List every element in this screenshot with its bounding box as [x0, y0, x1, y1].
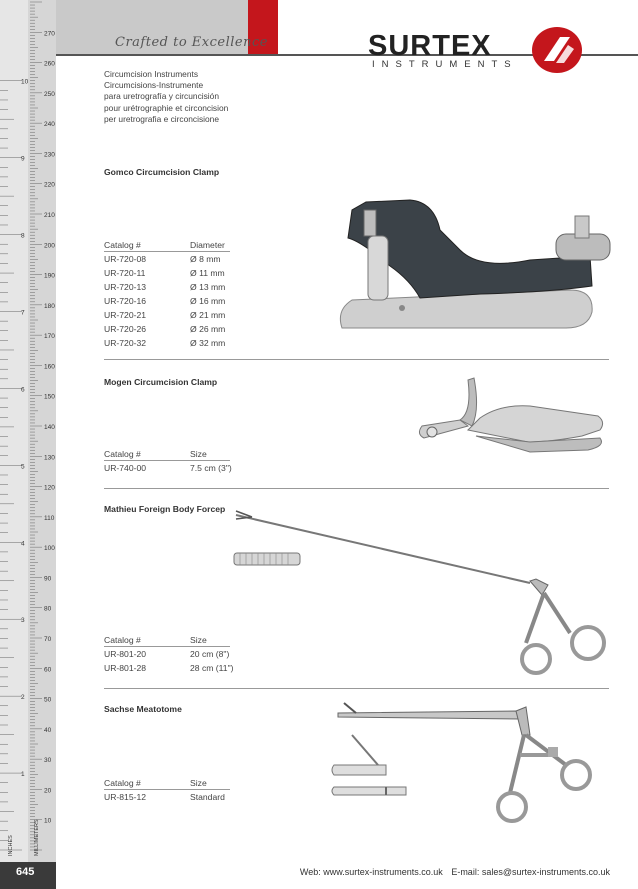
ruler-inch-label: 9 [21, 155, 25, 163]
ruler-mm-label: 20 [44, 787, 52, 795]
surtex-logo-icon [530, 25, 584, 75]
size-value: Standard [190, 792, 225, 802]
ruler-mm-label: 140 [44, 424, 55, 431]
ruler-mm-label: 60 [44, 666, 52, 674]
size-header: Size [190, 449, 207, 459]
ruler-inch-label: 8 [21, 232, 25, 240]
ruler-mm-label: 30 [44, 757, 52, 765]
ruler-inch-label: 3 [21, 617, 25, 625]
catalog-number: UR-720-21 [104, 310, 147, 320]
ruler-mm-label: 220 [44, 181, 55, 189]
size-value: 7.5 cm (3") [190, 463, 232, 473]
catalog-header: Catalog # [104, 240, 141, 250]
diameter-value: Ø 11 mm [190, 268, 225, 278]
ruler-inch-label: 4 [21, 540, 25, 548]
ruler-inch-label: 6 [21, 386, 25, 394]
ruler-mm-label: 250 [44, 90, 55, 98]
ruler-mm-label: 240 [44, 121, 55, 129]
ruler-mm-label: 160 [44, 363, 55, 371]
diameter-header: Diameter [190, 240, 225, 250]
table-header-rule [104, 646, 230, 647]
ruler-inch-label: 10 [21, 78, 29, 86]
catalog-number: UR-720-26 [104, 324, 147, 334]
intro-line: Circumcisions-Instrumente [104, 80, 204, 91]
catalog-header: Catalog # [104, 635, 141, 645]
catalog-number: UR-720-08 [104, 254, 147, 264]
ruler-mm-label: 40 [44, 726, 52, 734]
diameter-value: Ø 8 mm [190, 254, 221, 264]
catalog-header: Catalog # [104, 449, 141, 459]
diameter-value: Ø 13 mm [190, 282, 226, 292]
measurement-ruler [0, 0, 56, 862]
page-number: 645 [16, 866, 35, 878]
size-header: Size [190, 778, 207, 788]
ruler-mm-label: 90 [44, 575, 52, 583]
size-value: 28 cm (11") [190, 663, 234, 673]
size-value: 20 cm (8") [190, 649, 230, 659]
ruler-mm-label: 70 [44, 636, 52, 643]
diameter-value: Ø 21 mm [190, 310, 226, 320]
intro-line: Circumcision Instruments [104, 69, 199, 79]
section-title-mathieu: Mathieu Foreign Body Forcep [104, 504, 226, 514]
sachse-meatotome-image [330, 695, 620, 825]
tagline: Crafted to Excellence [115, 35, 268, 50]
ruler-inch-label: 2 [21, 694, 25, 702]
ruler-mm-label: 50 [44, 696, 52, 704]
ruler-scale [0, 0, 56, 862]
section-divider [104, 688, 609, 689]
ruler-mm-label: 130 [44, 454, 55, 462]
ruler-inches-label: INCHES [8, 835, 14, 856]
catalog-number: UR-815-12 [104, 792, 147, 802]
table-header-rule [104, 460, 230, 461]
intro-text [104, 69, 228, 125]
gomco-clamp-image [330, 190, 620, 340]
ruler-mm-label: 120 [44, 484, 55, 492]
section-title-mogen: Mogen Circumcision Clamp [104, 377, 218, 387]
catalog-number: UR-720-11 [104, 268, 146, 278]
intro-line: per uretrografia e circoncisione [104, 113, 219, 124]
ruler-inch-label: 1 [21, 771, 25, 779]
catalog-number: UR-720-16 [104, 296, 147, 306]
ruler-mm-label: 200 [44, 242, 55, 250]
catalog-number: UR-801-28 [104, 663, 147, 673]
section-divider [104, 488, 609, 489]
catalog-number: UR-740-00 [104, 463, 147, 473]
ruler-mm-label: 230 [44, 151, 55, 159]
intro-line: para uretrografía y circuncisión [104, 91, 219, 102]
table-header-rule [104, 789, 230, 790]
ruler-mm-label: 100 [44, 545, 55, 553]
ruler-mm-label: 180 [44, 302, 55, 310]
catalog-header: Catalog # [104, 778, 141, 788]
diameter-value: Ø 26 mm [190, 324, 226, 334]
ruler-mm-label: 170 [44, 333, 55, 341]
intro-line: pour urétrographie et circoncision [104, 102, 229, 113]
brand-name: SURTEX [368, 30, 492, 62]
ruler-mm-label: 270 [44, 30, 55, 38]
ruler-mm-label: 260 [44, 60, 55, 68]
ruler-mm-label: 210 [44, 212, 55, 219]
catalog-number: UR-801-20 [104, 649, 147, 659]
ruler-mm-label: 190 [44, 272, 55, 280]
ruler-mm-label: 80 [44, 605, 52, 613]
ruler-mm-unit-label: MILLIMETERS [34, 819, 40, 856]
catalog-number: UR-720-13 [104, 282, 147, 292]
section-divider [104, 359, 609, 360]
diameter-value: Ø 16 mm [190, 296, 226, 306]
mathieu-forcep-image [230, 505, 615, 685]
footer-email-link[interactable]: E-mail: sales@surtex-instruments.co.uk [451, 867, 610, 877]
table-header-rule [104, 251, 230, 252]
footer-contact [294, 867, 610, 877]
diameter-value: Ø 32 mm [190, 338, 226, 348]
ruler-inch-label: 5 [21, 463, 25, 471]
ruler-mm-label: 10 [44, 817, 52, 825]
ruler-inch-label: 7 [21, 309, 25, 317]
section-title-gomco: Gomco Circumcision Clamp [104, 167, 220, 177]
ruler-mm-label: 150 [44, 393, 55, 401]
size-header: Size [190, 635, 207, 645]
brand-subtitle: INSTRUMENTS [372, 59, 518, 70]
ruler-mm-label: 110 [44, 514, 55, 522]
catalog-number: UR-720-32 [104, 338, 147, 348]
mogen-clamp-image [410, 372, 620, 472]
footer-web-link[interactable]: Web: www.surtex-instruments.co.uk [299, 867, 443, 877]
section-title-sachse: Sachse Meatotome [104, 704, 182, 714]
